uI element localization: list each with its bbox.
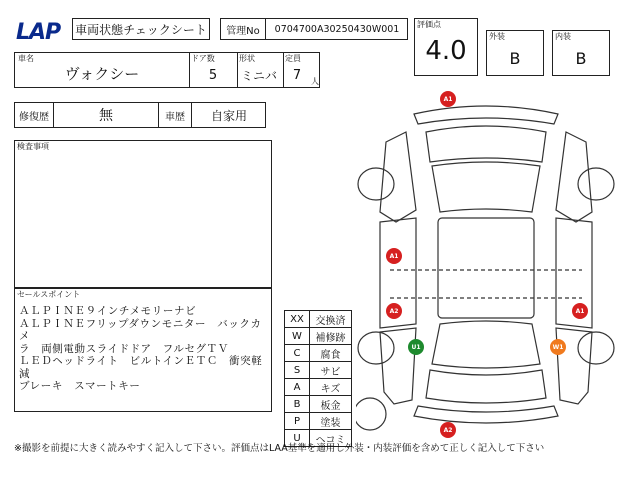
door-count-value: 5: [208, 67, 218, 83]
legend-code: B: [285, 396, 310, 413]
vehicle-history-label: 車歴: [165, 111, 185, 123]
legend-code: C: [285, 345, 310, 362]
legend-meaning: 塗装: [310, 413, 352, 430]
car-name-label: 車名: [18, 54, 34, 63]
sales-points-label: セールスポイント: [17, 290, 81, 299]
interior-value: B: [575, 48, 587, 68]
control-number-value: 0704700A30250430W001: [274, 23, 400, 35]
legend-code: S: [285, 362, 310, 379]
legend-meaning: キズ: [310, 379, 352, 396]
interior-box: [552, 30, 610, 76]
legend-row: [285, 345, 352, 362]
capacity-label: 定員: [285, 54, 301, 63]
divider: [189, 52, 190, 88]
legend-row: [285, 413, 352, 430]
footer-note: ※撮影を前提に大きく読みやすく記入して下さい。評価点はLAA基準を適用し外装・内装評価を含めて正しく記入して下さい: [14, 443, 545, 454]
damage-mark-right-rear-door: A1: [572, 303, 588, 319]
repair-history-label: 修復歴: [19, 111, 49, 123]
car-diagram: [356, 92, 616, 438]
body-type-label: 形状: [239, 54, 255, 63]
legend-code: U: [285, 430, 310, 447]
vehicle-info-row: [14, 52, 320, 88]
grade-label: 評価点: [417, 20, 441, 29]
legend-meaning: ヘコミ: [310, 430, 352, 447]
damage-mark-left-rear-door: A2: [386, 303, 402, 319]
legend-row: [285, 396, 352, 413]
exterior-value: B: [509, 48, 521, 68]
legend-row: [285, 328, 352, 345]
exterior-label: 外装: [489, 32, 505, 41]
vehicle-history-value: 自家用: [210, 108, 247, 123]
laa-logo: LAP: [16, 19, 61, 45]
interior-label: 内装: [555, 32, 571, 41]
repair-history-value: 無: [99, 108, 113, 124]
sheet-title: 車両状態チェックシート: [72, 18, 210, 40]
legend-meaning: 交換済: [310, 311, 352, 328]
capacity-value: 7: [292, 67, 302, 83]
legend-code: A: [285, 379, 310, 396]
door-count-label: ドア数: [191, 54, 215, 63]
legend-meaning: 板金: [310, 396, 352, 413]
legend-code: W: [285, 328, 310, 345]
control-number-label: 管理No: [220, 18, 266, 40]
sales-points-box: [14, 288, 272, 412]
capacity-unit: 人: [311, 77, 319, 86]
legend-row: [285, 311, 352, 328]
legend-meaning: 腐食: [310, 345, 352, 362]
car-name-value: ヴォクシー: [64, 64, 140, 83]
legend-meaning: サビ: [310, 362, 352, 379]
legend-code: P: [285, 413, 310, 430]
control-number-box: [220, 18, 408, 40]
legend-row: [285, 379, 352, 396]
damage-mark-left-rear-wheel: U1: [408, 339, 424, 355]
exterior-box: [486, 30, 544, 76]
damage-legend: [284, 310, 352, 447]
damage-mark-right-rear-wheel: W1: [550, 339, 566, 355]
legend-meaning: 補修跡: [310, 328, 352, 345]
damage-mark-rear-bumper: A2: [440, 422, 456, 438]
inspection-label: 検査事項: [17, 142, 49, 151]
body-type-value: ミニバ: [240, 68, 277, 83]
sales-points-text: ＡＬＰＩＮＥ９インチメモリーナビ ＡＬＰＩＮＥフリップダウンモニター バックカメ ラ 両側電動スライドドア フルセグＴＶ ＬＥＤヘッドライト ビルトインＥＴＣ 衝突軽減 ブレーキ スマートキー: [19, 305, 263, 392]
grade-value: 4.0: [425, 36, 467, 66]
legend-code: XX: [285, 311, 310, 328]
legend-row: [285, 362, 352, 379]
grade-box: [414, 18, 478, 76]
inspection-box: [14, 140, 272, 288]
damage-mark-front-bumper: A1: [440, 91, 456, 107]
history-row: [14, 102, 266, 128]
damage-mark-left-front-door: A1: [386, 248, 402, 264]
